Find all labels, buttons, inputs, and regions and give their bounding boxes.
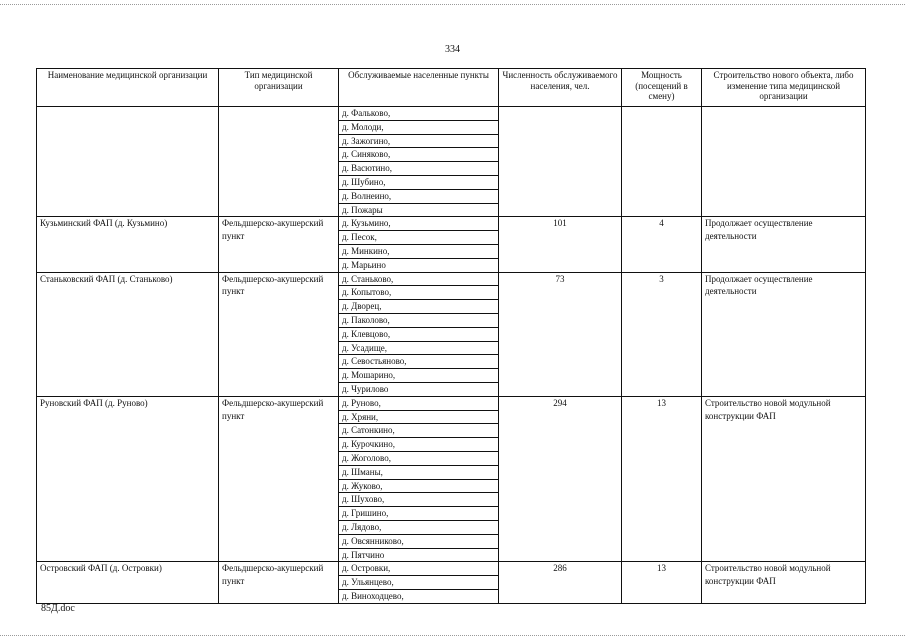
place-item: д. Курочкино, [339,438,498,452]
place-item: д. Усадище, [339,342,498,356]
cell-population: 286 [499,562,622,603]
place-item: д. Синяково, [339,148,498,162]
place-item: д. Паколово, [339,314,498,328]
table-row [37,272,866,396]
place-item: д. Овсянниково, [339,535,498,549]
scan-edge-bottom [0,635,905,636]
cell-population [499,107,622,217]
cell-population: 73 [499,272,622,396]
cell-population: 294 [499,396,622,562]
place-item: д. Копытово, [339,286,498,300]
table-row [37,217,866,272]
table-row [37,562,866,603]
cell-places [339,107,499,217]
cell-capacity: 13 [622,396,702,562]
place-item: д. Жоголово, [339,452,498,466]
header-places: Обслуживаемые населенные пункты [339,69,499,107]
document-filename: 85Д.doc [41,603,75,614]
cell-places [339,562,499,603]
cell-action: Строительство новой модульной конструкции ФАП [702,562,866,603]
place-item: д. Руново, [339,397,498,411]
place-item: д. Волнеино, [339,190,498,204]
cell-org-name: Кузьминский ФАП (д. Кузьмино) [37,217,219,272]
table-row [37,107,866,217]
place-item: д. Хряни, [339,411,498,425]
cell-org-name: Островский ФАП (д. Островки) [37,562,219,603]
place-item: д. Мошарино, [339,369,498,383]
place-item: д. Шубино, [339,176,498,190]
header-capacity: Мощность (посещений в смену) [622,69,702,107]
cell-action: Продолжает осуществление деятельности [702,272,866,396]
table-header-row [37,69,866,107]
cell-org-type: Фельдшерско-акушерский пункт [219,396,339,562]
facilities-table [36,68,866,604]
cell-org-type: Фельдшерско-акушерский пункт [219,272,339,396]
place-item: д. Минкино, [339,245,498,259]
cell-places [339,396,499,562]
place-item: д. Зажогино, [339,135,498,149]
place-item: д. Молоди, [339,121,498,135]
place-item: д. Лядово, [339,521,498,535]
place-item: д. Станьково, [339,273,498,287]
header-org-name: Наименование медицинской организации [37,69,219,107]
place-item: д. Дворец, [339,300,498,314]
cell-places [339,217,499,272]
cell-action [702,107,866,217]
cell-population: 101 [499,217,622,272]
place-item: д. Островки, [339,562,498,576]
place-item: д. Шухово, [339,493,498,507]
place-item: д. Гришино, [339,507,498,521]
cell-org-name [37,107,219,217]
cell-org-type: Фельдшерско-акушерский пункт [219,217,339,272]
place-item: д. Сатонкино, [339,424,498,438]
cell-org-type: Фельдшерско-акушерский пункт [219,562,339,603]
place-item: д. Васютино, [339,162,498,176]
cell-action: Продолжает осуществление деятельности [702,217,866,272]
place-item: д. Шманы, [339,466,498,480]
place-item: д. Жуково, [339,480,498,494]
cell-org-name: Станьковский ФАП (д. Станьково) [37,272,219,396]
place-item: д. Пожары [342,204,383,215]
cell-org-type [219,107,339,217]
cell-capacity: 13 [622,562,702,603]
place-item: д. Чурилово [342,383,389,394]
scan-edge-top [0,4,905,5]
cell-action: Строительство новой модульной конструкции ФАП [702,396,866,562]
place-item: д. Севостьяново, [339,355,498,369]
cell-capacity: 4 [622,217,702,272]
cell-capacity [622,107,702,217]
place-item: д. Ульянцево, [339,576,498,590]
place-item: д. Пятчино [342,549,385,560]
cell-places [339,272,499,396]
header-org-type: Тип медицинской организации [219,69,339,107]
place-item: д. Виноходцево, [342,590,404,601]
place-item: д. Фальково, [339,107,498,121]
place-item: д. Марьино [342,259,386,270]
page-number: 334 [445,44,460,55]
table-row [37,396,866,562]
cell-capacity: 3 [622,272,702,396]
place-item: д. Клевцово, [339,328,498,342]
place-item: д. Кузьмино, [339,217,498,231]
place-item: д. Песок, [339,231,498,245]
header-action: Строительство нового объекта, либо изменение типа медицинской организации [702,69,866,107]
cell-org-name: Руновский ФАП (д. Руново) [37,396,219,562]
header-population: Численность обслуживаемого населения, чел. [499,69,622,107]
